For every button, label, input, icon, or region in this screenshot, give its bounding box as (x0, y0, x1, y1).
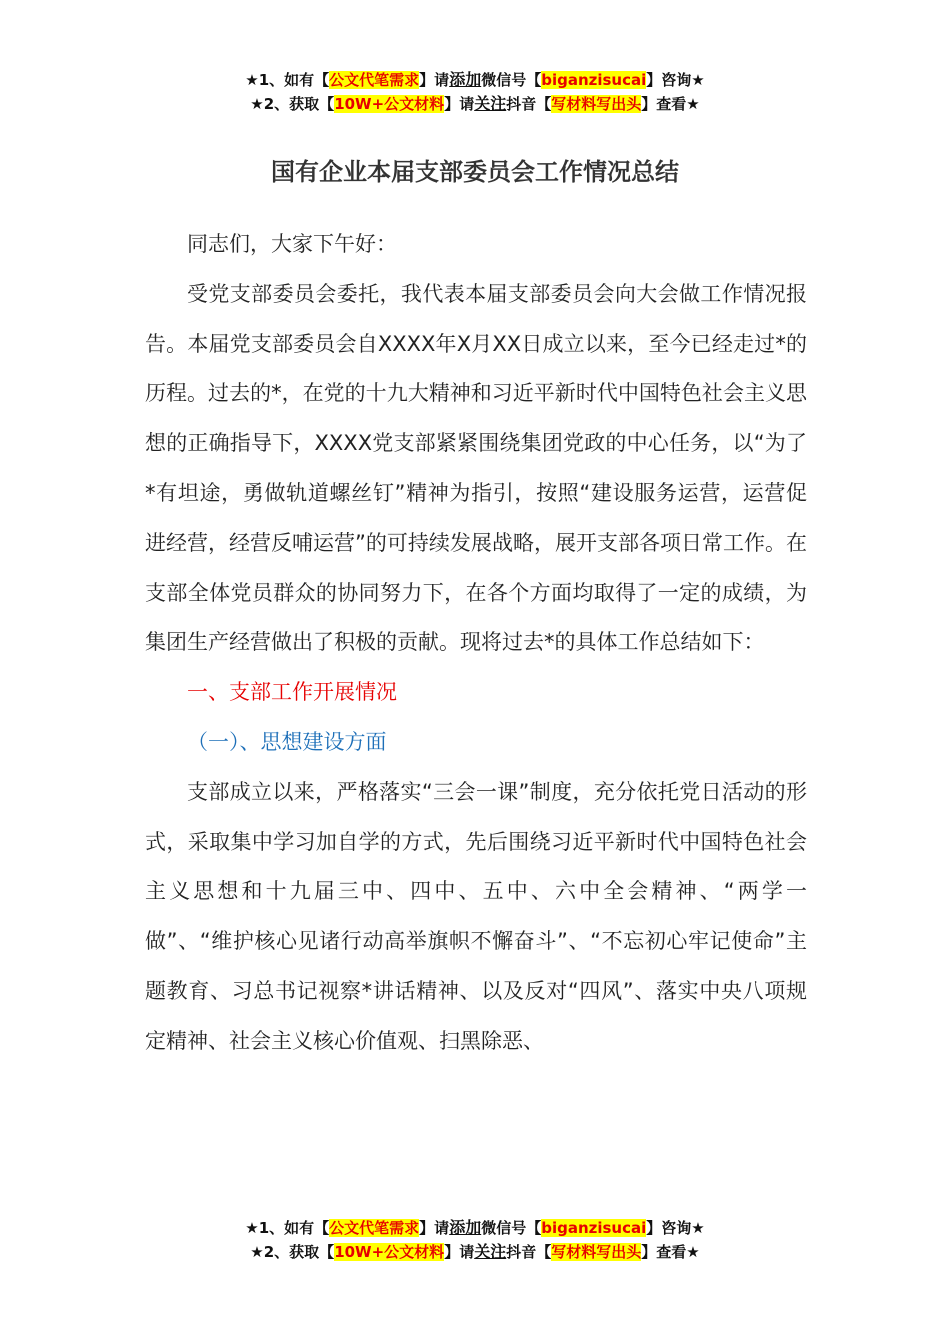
highlight-ghostwriting: 公文代笔需求 (329, 1219, 420, 1237)
greeting: 同志们，大家下午好： (187, 232, 397, 256)
highlight-ghostwriting: 公文代笔需求 (329, 71, 420, 89)
footer-banner (0, 1216, 950, 1264)
highlight-materials: 10W+公文材料 (334, 1243, 445, 1261)
subsection-heading-1: （一）、思想建设方面 (187, 729, 387, 754)
document-body (145, 220, 807, 1067)
highlight-materials: 10W+公文材料 (334, 95, 445, 113)
highlight-wechat-id: biganzisucai (541, 71, 647, 89)
highlight-douyin: 写材料写出头 (551, 95, 642, 113)
highlight-douyin: 写材料写出头 (551, 1243, 642, 1261)
ideology-paragraph: 支部成立以来，严格落实“三会一课”制度，充分依托党日活动的形式，采取集中学习加自学的方式，先后围绕习近平新时代中国特色社会主义思想和十九届三中、四中、五中、六中全会精神、“两学一做”、“维护核心见诸行动高举旗帜不懈奋斗”、“不忘初心牢记使命”主题教育、习总书记视察*讲话精神、以及反对“四风”、落实中央八项规定精神、社会主义核心价值观、扫黑除恶、 (145, 779, 807, 1053)
document-title: 国有企业本届支部委员会工作情况总结 (271, 158, 679, 186)
banner-line-2: ★2、获取【10W+公文材料】请关注抖音【写材料写出头】查看★ (250, 94, 700, 113)
banner-line-2: ★2、获取【10W+公文材料】请关注抖音【写材料写出头】查看★ (250, 1242, 700, 1261)
header-banner (0, 68, 950, 116)
banner-line-1: ★1、如有【公文代笔需求】请添加微信号【biganzisucai】咨询★ (245, 1218, 705, 1237)
banner-line-1: ★1、如有【公文代笔需求】请添加微信号【biganzisucai】咨询★ (245, 70, 705, 89)
intro-paragraph: 受党支部委员会委托，我代表本届支部委员会向大会做工作情况报告。本届党支部委员会自XXXX年X月XX日成立以来，至今已经走过*的历程。过去的*，在党的十九大精神和习近平新时代中国特色社会主义思想的正确指导下，XXXX党支部紧紧围绕集团党政的中心任务，以“为了*有坦途，勇做轨道螺丝钉”精神为指引，按照“建设服务运营，运营促进经营，经营反哺运营”的可持续发展战略，展开支部各项日常工作。在支部全体党员群众的协同努力下，在各个方面均取得了一定的成绩，为集团生产经营做出了积极的贡献。现将过去*的具体工作总结如下： (145, 281, 807, 655)
highlight-wechat-id: biganzisucai (541, 1219, 647, 1237)
section-heading-1: 一、支部工作开展情况 (187, 680, 397, 705)
